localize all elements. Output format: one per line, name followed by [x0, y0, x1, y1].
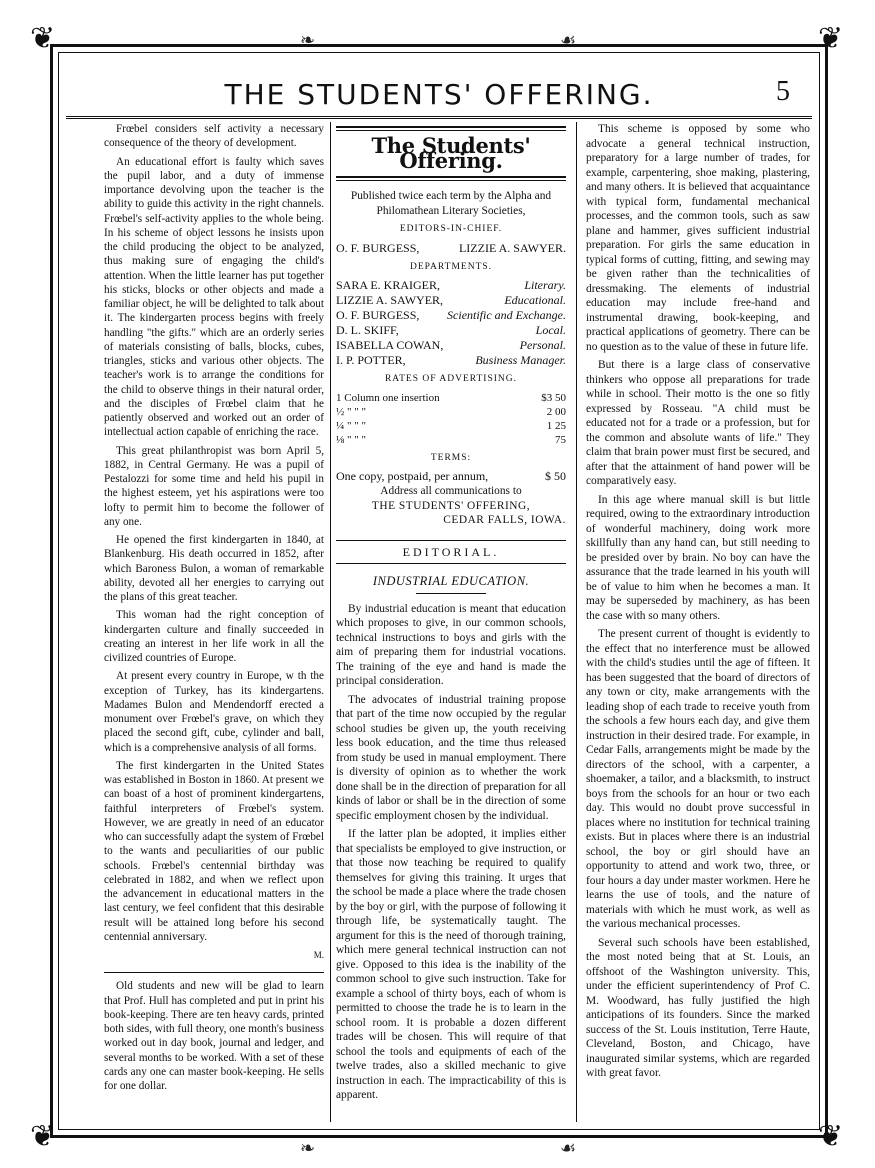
- corner-ornament-icon: ❦: [30, 1120, 56, 1153]
- article-paragraph: This great philanthropist was born April 5, 1882, in Central Germany. He was a pupil of Pestalozzi for some time and held his pupil in the highest esteem, yet his aspirations were too lofty to permit him to become the follower of any one.: [104, 444, 324, 528]
- masthead-title: The Students' Offering.: [371, 133, 531, 173]
- department-name: O. F. BURGESS,: [336, 308, 420, 322]
- article-paragraph: By industrial education is meant that education which proposes to give, in our common schools, technical instructions to boys and girls with the aim of preparing them for industrial vocations. The training of the eye and hand is made the principal consideration.: [336, 602, 566, 687]
- department-name: D. L. SKIFF,: [336, 323, 399, 337]
- editorial-heading: EDITORIAL.: [336, 540, 566, 565]
- article-paragraph: Several such schools have been established, the most noted being that at St. Louis, an offshoot of the Washington university. This, under the efficient superintendency of Prof C. M. Woodward, has fully justified the high anticipations of its founders. Since the marked success of the St. Louis institution, Terre Haute, Cleveland, Boston, and Chicago, have inaugurated similar systems, which are regarded with great favor.: [586, 936, 810, 1079]
- editor-name: LIZZIE A. SAWYER.: [458, 240, 566, 255]
- rate-row: [336, 433, 566, 447]
- corner-ornament-icon: ❦: [818, 1120, 844, 1153]
- rate-row: [336, 419, 566, 433]
- department-role: Scientific and Exchange.: [447, 308, 566, 322]
- department-role: Local.: [535, 323, 566, 337]
- bookkeeping-notice: Old students and new will be glad to learn that Prof. Hull has completed and put in print his book-keeping. There are ten heavy cards, printed both sides, with full theory, one month's business worked out in day book, journal and ledger, and several months to be worked. With a set of these cards any one can master book-keeping. He sells for one dollar.: [104, 980, 324, 1092]
- department-row: [336, 293, 566, 308]
- department-row: [336, 323, 566, 338]
- border-flourish-icon: ☙: [560, 1138, 577, 1158]
- terms-row: [336, 469, 566, 484]
- middle-column: [336, 122, 566, 1122]
- department-name: I. P. POTTER,: [336, 353, 406, 367]
- rate-row: [336, 405, 566, 419]
- article-title: INDUSTRIAL EDUCATION.: [372, 574, 530, 588]
- department-role: Educational.: [504, 293, 566, 307]
- department-name: LIZZIE A. SAWYER,: [336, 293, 444, 307]
- header-rule: [66, 116, 812, 119]
- rate-label: ½ " " ": [336, 405, 366, 418]
- article-paragraph: He opened the first kindergarten in 1840, at Blankenburg. His death occurred in 1852, after which Baroness Bulon, a woman of remarkable ability, devoted all her energies to carrying out the plans of this great teacher.: [104, 534, 324, 603]
- department-name: ISABELLA COWAN,: [336, 338, 444, 352]
- article-paragraph: If the latter plan be adopted, it implies either that specialists be employed to give instruction, or that those now teaching be required to qualify themselves for giving this training. It urges that the school be made a place where the trade chosen by the boy or girl, with the purpose of following it through life, be systematically taught. The argument for this is the need of thorough training, which mere general technical instruction can not give. Opposed to this idea is the inability of the common school to give such instruction. Take for example a school of thirty boys, each of whom is permitted to choose the trade he is to learn in the school room. It is probable a dozen different trades will be chosen. This will require of that school the tools and equipments of each of the twelve trades, also a skilled mechanic to give instruction in each. The impracticability of this is apparent.: [336, 828, 566, 1101]
- article-paragraph: The first kindergarten in the United States was established in Boston in 1860. At present we can boast of a host of prominent kindergartens, faithful interpreters of Frœbel's system. However, we are greatly in need of an educator who can successfully adapt the system of Frœbel to the wants and peculiarities of our public schools. Frœbel's centennial birthday was celebrated in 1882, and when we reflect upon the advancement in educational matters in the last century, we feel confident that this desirable result will be attained long before his second centennial anniversary.: [104, 759, 324, 943]
- department-role: Literary.: [524, 278, 566, 292]
- article-paragraph: But there is a large class of conservative thinkers who oppose all preparations for trade while in school. Their motto is the one so fitly expressed by Rosseau. "A child must be educated not for a trade or a profession, but for the common and absolute wants of life." They claim that brain power must first be secured, and after that the attainment of hand power will be comparatively easy.: [586, 359, 810, 487]
- article-paragraph: An educational effort is faulty which saves the pupil labor, and a duty of immense importance devolving upon the teacher is the ability to guide this activity in the right channels. Frœbel's self-activity applies to the whole being. In his scheme of object lessons he insists upon the child producing the object to be analyzed, thus making sure of engaging the child's attention. When the little learner has put together his sticks, blocks or other objects and made a familiar object, he will be delighted to talk about it. The kindergarten process begins with freely handling "the gifts." which are an orderly series of materials consisting of balls, blocks, cubes, triangles, sticks and various other objects. The teacher's work is to arrange the conditions for the child to observe things in their natural order, and the disciples of Frœbel claim that he patiently observed and worked out an order of intellectual action capable of enriching the race.: [104, 155, 324, 439]
- department-role: Personal.: [519, 338, 566, 352]
- article-paragraph: The present current of thought is evidently to the effect that no interference must be allowed with the child's studies until the age of fifteen. It has been suggested that the board of directors of any town or city, make arrangements with the leading shop of each trade to receive youth from the schools a few hours each day, and give them instruction in their desired trade. For example, in Cedar Falls, arrangements might be made by the directors of the school, with a carpenter, a shoemaker, a tailor, and a blacksmith, to instruct boys from the schools for an hour or two each day. This would no doubt prove successful in places where no institution for technical training exists. But in places where there is an industrial school, the boy or girl should have an opportunity to attend and work two, three, or four hours a day under master workmen. Here he learns the use of tools, and the nature of materials with which he must work, as well as the various mechanical processes.: [586, 628, 810, 930]
- department-row: [336, 338, 566, 353]
- editors-heading: EDITORS-IN-CHIEF.: [399, 224, 503, 234]
- rates-heading: RATES OF ADVERTISING.: [384, 374, 518, 384]
- article-paragraph: In this age where manual skill is but little required, owing to the extraordinary introduction of wonderful machinery, doing work more skillfully than any hand can, but still needing to be presided over by brain. No boy can have the assurance that the trade learned in his youth will be of value to him when he becomes a man. It may be superseded by machinery, as has been the case with so many others.: [586, 493, 810, 622]
- department-role: Business Manager.: [475, 353, 566, 367]
- terms-label: One copy, postpaid, per annum,: [336, 469, 489, 483]
- article-paragraph: Frœbel considers self activity a necessary consequence of the theory of development.: [104, 123, 324, 150]
- rate-price: 75: [555, 433, 566, 446]
- article-paragraph: This scheme is opposed by some who advocate a general technical instruction, preparatory for a large number of trades, for example, carpentering, shoe making, plastering, and many others. It is believed that acquaintance with typical form, fundamental mechanical processes, and the common tools, such as saw plane and hammer, gives sufficient industrial preparation. For girls the same education in typical forms of cutting, fitting, and sewing may be given rather than the technicalities of dressmaking. The elements of industrial education may include free-hand and instrumental drawing, book-keeping, and practical applications of geometry. There can be no question as to the value of these in future life.: [586, 123, 810, 353]
- corner-ornament-icon: ❦: [818, 22, 844, 55]
- article-paragraph: At present every country in Europe, w th the exception of Turkey, has its kindergartens. Madames Bulon and Mendendorff erected a monument over Frœbel's grave, on which they placed the second gift, cube, cylinder and ball, which is a comprehensive analysis of all forms.: [104, 670, 324, 754]
- address-name: THE STUDENTS' OFFERING,: [371, 499, 531, 512]
- rate-row: [336, 391, 566, 405]
- rate-price: $3 50: [541, 391, 566, 404]
- departments-heading: DEPARTMENTS.: [409, 261, 493, 272]
- masthead-rule: [336, 176, 566, 181]
- page-number: 5: [776, 76, 790, 107]
- address-intro: Address all communications to: [380, 485, 522, 497]
- corner-ornament-icon: ❦: [30, 22, 56, 55]
- address-place: CEDAR FALLS, IOWA.: [443, 514, 566, 526]
- rate-label: 1 Column one insertion: [336, 391, 440, 404]
- masthead-rule: [336, 126, 566, 131]
- terms-heading: TERMS:: [430, 452, 472, 463]
- publication-note: Published twice each term by the Alpha and Philomathean Literary Societies,: [350, 190, 552, 217]
- title-rule: [416, 593, 486, 594]
- right-column: [586, 122, 810, 1122]
- rate-label: ⅛ " " ": [336, 433, 366, 446]
- section-divider: [104, 972, 324, 973]
- rate-price: 1 25: [546, 419, 566, 432]
- rate-label: ¼ " " ": [336, 419, 366, 432]
- department-row: [336, 308, 566, 323]
- column-rule: [330, 122, 331, 1122]
- department-name: SARA E. KRAIGER,: [336, 278, 441, 292]
- editors-row: [336, 241, 566, 256]
- border-flourish-icon: ❧: [300, 1138, 316, 1158]
- editor-name: O. F. BURGESS,: [336, 240, 420, 255]
- article-paragraph: This woman had the right conception of kindergarten culture and finally succeeded in creating an interest in her life work in all the civilized countries of Europe.: [104, 609, 324, 664]
- article-paragraph: The advocates of industrial training propose that part of the time now occupied by the regular school studies be given up, the youth receiving less book education, and the time thus released from study be used in manual employment. There is diversity of opinion as to whether the work done shall be in the direction of preparation for all kinds of labor or shall be in the direction of some specific employment chosen by the individual.: [336, 693, 566, 822]
- border-flourish-icon: ☙: [560, 30, 577, 50]
- border-flourish-icon: ❧: [300, 30, 316, 50]
- terms-price: $ 50: [545, 469, 566, 483]
- department-row: [336, 353, 566, 368]
- rate-price: 2 00: [546, 405, 566, 418]
- department-row: [336, 278, 566, 293]
- page-header-title: THE STUDENTS' OFFERING.: [224, 78, 654, 111]
- left-column: [104, 122, 324, 1122]
- article-signature: M.: [313, 950, 324, 960]
- column-rule: [576, 122, 577, 1122]
